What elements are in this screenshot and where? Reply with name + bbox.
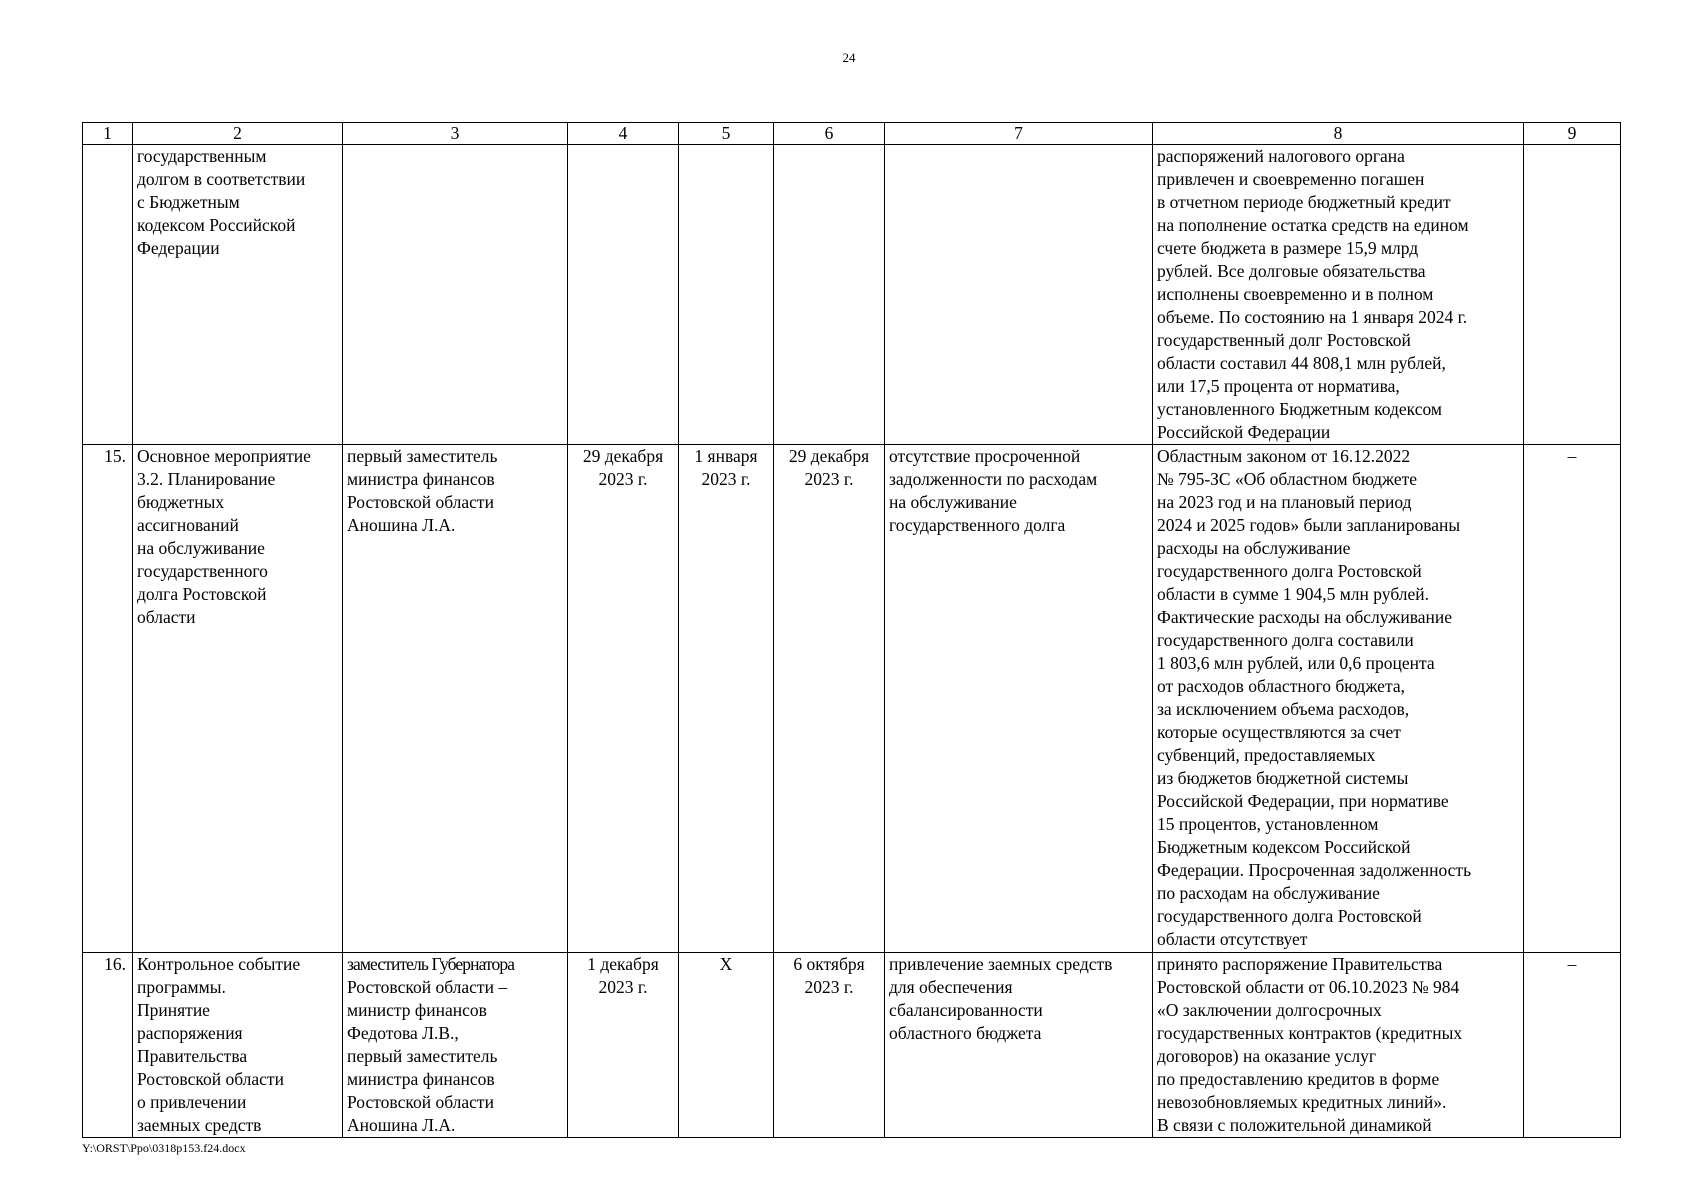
measure-name: государственным долгом в соответствии с Бюджетным кодексом Российской Федерации: [133, 145, 343, 445]
actual-result: распоряжений налогового органа привлечен и своевременно погашен в отчетном периоде бюджетный кредит на пополнение остатка средств на едином счете бюджета в размере 15,9 млрд рублей. Все долговые обязательства исполнены своевременно и в полном объеме. По состоянию на 1 января 2024 г. государственный долг Ростовской области составил 44 808,1 млн рублей, или 17,5 процента от норматива, установленного Бюджетным кодексом Российской Федерации: [1153, 145, 1524, 445]
planned-result: отсутствие просроченной задолженности по расходам на обслуживание государственного долга: [885, 445, 1153, 953]
file-path-footer: Y:\ORST\Ppo\0318p153.f24.docx: [82, 1141, 246, 1155]
planned-end-date: [568, 145, 679, 445]
actual-end-date: 29 декабря 2023 г.: [774, 445, 885, 953]
responsible-person-cell: [343, 953, 568, 1138]
table-header-row: [83, 123, 1621, 145]
table-row: [83, 445, 1621, 953]
column-header: 8: [1153, 123, 1524, 145]
notes: [1524, 145, 1621, 445]
column-header: 7: [885, 123, 1153, 145]
column-header: 1: [83, 123, 133, 145]
responsible-person: Ростовской области – министр финансов Федотова Л.В., первый заместитель министра финансов Ростовской области Аношина Л.А.: [347, 977, 508, 1135]
measure-name: Основное мероприятие 3.2. Планирование бюджетных ассигнований на обслуживание государственного долга Ростовской области: [133, 445, 343, 953]
table-row: [83, 953, 1621, 1138]
row-number: [83, 145, 133, 445]
row-number: 15.: [83, 445, 133, 953]
actual-end-date: [774, 145, 885, 445]
actual-start-date: 1 января 2023 г.: [679, 445, 774, 953]
measure-name: Контрольное событие программы. Принятие распоряжения Правительства Ростовской области о привлечении заемных средств: [133, 953, 343, 1138]
column-header: 5: [679, 123, 774, 145]
column-header: 4: [568, 123, 679, 145]
row-number: 16.: [83, 953, 133, 1138]
column-header: 9: [1524, 123, 1621, 145]
report-table: [82, 122, 1621, 1138]
planned-end-date: 1 декабря 2023 г.: [568, 953, 679, 1138]
actual-result: Областным законом от 16.12.2022 № 795-ЗС «Об областном бюджете на 2023 год и на плановый период 2024 и 2025 годов» были запланированы расходы на обслуживание государственного долга Ростовской области в сумме 1 904,5 млн рублей. Фактические расходы на обслуживание государственного долга составили 1 803,6 млн рублей, или 0,6 процента от расходов областного бюджета, за исключением объема расходов, которые осуществляются за счет субвенций, предоставляемых из бюджетов бюджетной системы Российской Федерации, при нормативе 15 процентов, установленном Бюджетным кодексом Российской Федерации. Просроченная задолженность по расходам на обслуживание государственного долга Ростовской области отсутствует: [1153, 445, 1524, 953]
planned-result: [885, 145, 1153, 445]
responsible-person: первый заместитель министра финансов Ростовской области Аношина Л.А.: [343, 445, 568, 953]
responsible-person-first-line: заместитель Губернатора: [347, 954, 515, 974]
page-number: 24: [842, 50, 856, 65]
table-row: [83, 145, 1621, 445]
actual-start-date: X: [679, 953, 774, 1138]
actual-start-date: [679, 145, 774, 445]
planned-result: привлечение заемных средств для обеспечения сбалансированности областного бюджета: [885, 953, 1153, 1138]
planned-end-date: 29 декабря 2023 г.: [568, 445, 679, 953]
column-header: 6: [774, 123, 885, 145]
actual-end-date: 6 октября 2023 г.: [774, 953, 885, 1138]
actual-result: принято распоряжение Правительства Ростовской области от 06.10.2023 № 984 «О заключении долгосрочных государственных контрактов (кредитных договоров) на оказание услуг по предоставлению кредитов в форме невозобновляемых кредитных линий». В связи с положительной динамикой: [1153, 953, 1524, 1138]
notes: –: [1524, 445, 1621, 953]
responsible-person: [343, 145, 568, 445]
notes: –: [1524, 953, 1621, 1138]
column-header: 2: [133, 123, 343, 145]
column-header: 3: [343, 123, 568, 145]
